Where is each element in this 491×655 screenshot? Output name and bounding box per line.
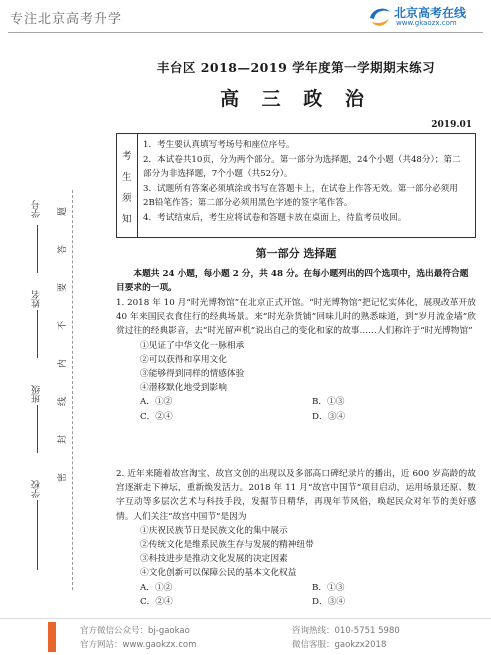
notice-heading: [117, 134, 138, 237]
exam-title: 丰台区 2018—2019 学年度第一学期期末练习: [156, 60, 436, 75]
question-option: ④潜移默化地受到影响: [140, 383, 227, 394]
seal-warning-text: [57, 205, 71, 550]
notice-item: 1．考生要认真填写考场号和座位序号。: [143, 140, 295, 150]
answer-choices: [116, 595, 476, 609]
seal-char: 要: [58, 282, 69, 293]
part1-intro: 本题共 24 小题，每小题 2 分，共 48 分。在每小题列出的四个选项中，选出最符合题目要求的一项。: [116, 269, 469, 293]
choice-c: C．②④: [140, 411, 173, 422]
student-id-label: 学号: [32, 200, 42, 218]
question-1: [116, 296, 476, 424]
seal-char: 封: [58, 434, 69, 445]
part1-title: 第一部分 选择题: [255, 247, 337, 260]
question-2: [116, 467, 476, 609]
student-id-line: [37, 225, 38, 273]
question-option: ②传统文化是维系民族生存与发展的精神纽带: [140, 540, 314, 551]
question-option: ①庆祝民族节日是民族文化的集中展示: [140, 525, 288, 536]
answer-choices: [116, 395, 476, 409]
notice-head-char: 考: [122, 151, 132, 162]
choice-a: A．①②: [140, 397, 173, 408]
question-option: ①见证了中华文化一脉相承: [140, 340, 245, 351]
question-option: ④文化创新可以保障公民的基本文化权益: [140, 568, 297, 579]
seal-char: 不: [58, 320, 69, 331]
choice-b: B．①③: [312, 397, 345, 408]
seal-char: 密: [58, 472, 69, 483]
question-option: ③科技进步是推动文化发展的决定因素: [140, 554, 288, 565]
site-slogan: 专注北京高考升学: [10, 12, 123, 27]
name-label: 姓名: [32, 290, 42, 308]
choice-b: B．①③: [312, 582, 345, 593]
site-footer: [0, 618, 491, 655]
footer-wechat: 官方微信公众号：bj-gaokao: [80, 626, 190, 636]
seal-char: 线: [58, 396, 69, 407]
notice-item: 2．本试卷共10页，分为两个部分。第一部分为选择题，24个小题（共48分）；第二部分为非选择题，7个小题（共52分）。: [143, 154, 461, 179]
notice-item: 3．试题所有答案必须填涂或书写在答题卡上，在试卷上作答无效。第一部分必须用2B铅笔作答；第二部分必须用黑色字迹的签字笔作答。: [143, 183, 458, 208]
header-divider: [8, 32, 483, 33]
name-line: [37, 310, 38, 358]
seal-char: 题: [58, 206, 69, 217]
candidate-notice-box: [116, 133, 476, 238]
exam-subject: 高 三 政 治: [220, 88, 372, 110]
choice-a: A．①②: [140, 582, 173, 593]
answer-choices: [116, 581, 476, 595]
footer-accent-bar: [48, 622, 56, 652]
logo-swoosh-icon: [366, 4, 392, 30]
class-label: 班级: [32, 385, 42, 403]
seal-char: 答: [58, 244, 69, 255]
choice-d: D．③④: [312, 596, 346, 607]
logo-name: 北京高考在线: [394, 6, 467, 20]
choice-d: D．③④: [312, 411, 346, 422]
seal-char: 内: [58, 358, 69, 369]
notice-item: 4．考试结束后，考生应将试卷和答题卡放在桌面上，待监考员收回。: [143, 212, 407, 223]
seal-dashed-line: [72, 190, 73, 590]
footer-service: 微信客服：gaokzx2018: [292, 640, 387, 650]
question-stem: 1. 2018 年 10 月“时光博物馆”在北京正式开馆。“时光博物馆”把记忆实体化，展现改革开放 40 年来国民衣食住行的经典场景。来“时光杂货铺”回味儿时的熟悉味道，到“岁月流金墙”欣赏过往的经典影音，去“时光留声机”说出自己的变化和家的故事……人们称许于“时光博物馆”: [116, 298, 476, 337]
question-option: ③能够得到同样的情感体验: [140, 369, 245, 380]
site-header: [0, 0, 491, 34]
footer-hotline: 咨询热线：010-5751 5980: [292, 626, 400, 636]
notice-head-char: 须: [122, 193, 132, 204]
site-logo[interactable]: [366, 4, 486, 30]
question-option: ②可以获得和享用文化: [140, 354, 227, 365]
exam-date: 2019.01: [431, 120, 472, 130]
footer-website[interactable]: 官方网站：www.gaokzx.com: [80, 640, 197, 650]
question-stem: 2. 近年来随着故宫淘宝、故宫文创的出现以及多部高口碑纪录片的播出，近 600 岁高龄的故宫逐渐走下神坛，重新焕发活力。2018 年 11 月“故宫中国节”项目启动，运用场景还原、数字互动等多层次艺术与科技手段，发掘节日精华，再现年节风俗，唤起民众对年节的美好感情。人们关注“故宫中国节”是因为: [116, 469, 476, 522]
school-label: 学校: [32, 480, 42, 498]
logo-url: www.gkaozx.com: [396, 19, 457, 27]
choice-c: C．②④: [140, 596, 173, 607]
footer-divider: [0, 618, 491, 619]
answer-choices: [116, 410, 476, 424]
school-line: [37, 500, 38, 570]
notice-head-char: 知: [122, 214, 132, 225]
class-line: [37, 405, 38, 453]
notice-items: [143, 138, 469, 225]
notice-head-char: 生: [122, 172, 132, 183]
